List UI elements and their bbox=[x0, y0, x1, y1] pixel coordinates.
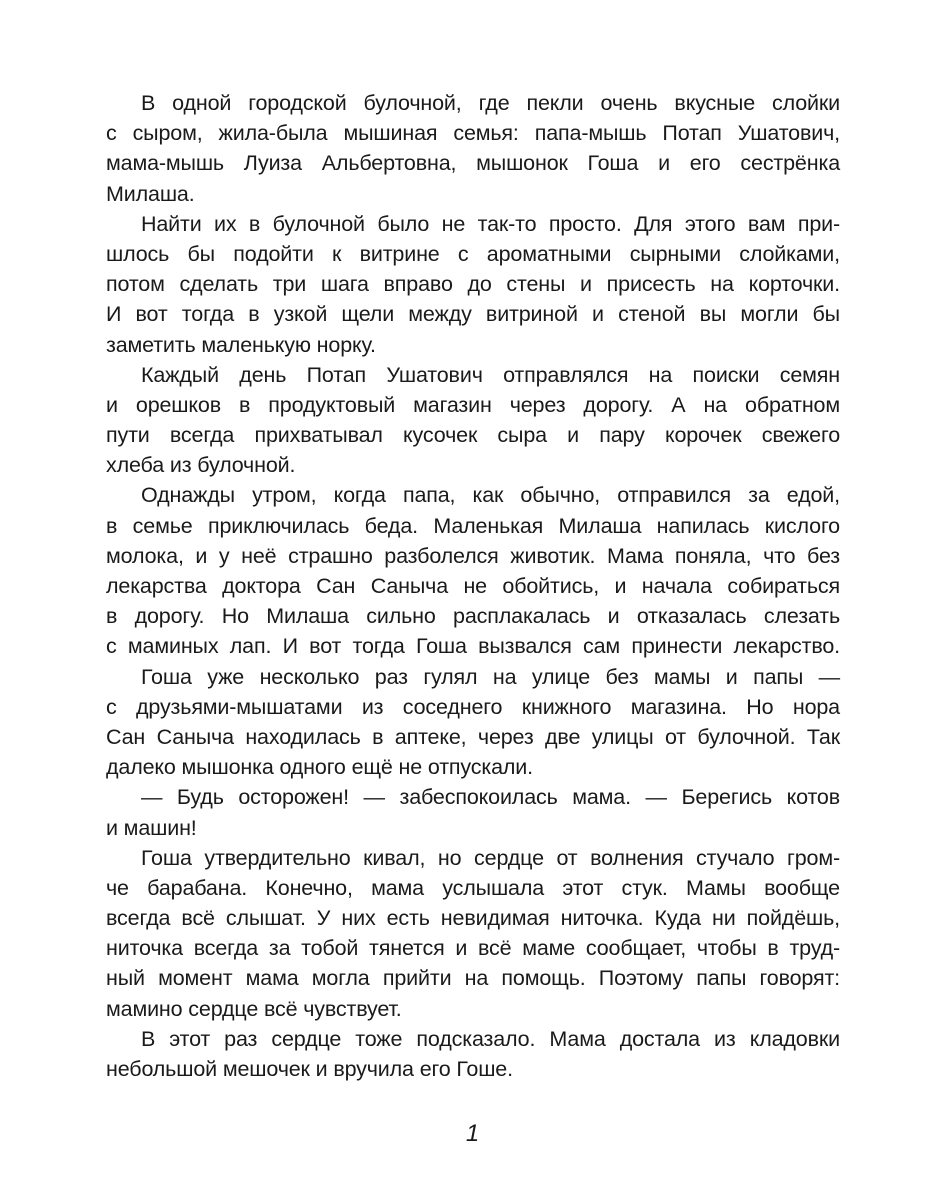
text-line: Каждый день Потап Ушатович отправлялся на поиски семян bbox=[141, 362, 840, 387]
text-line: и орешков в продуктовый магазин через дорогу. А на обратном bbox=[106, 392, 840, 417]
text-line: Однажды утром, когда папа, как обычно, отправился за едой, bbox=[141, 483, 840, 508]
text-line: хлеба из булочной. bbox=[106, 453, 296, 478]
paragraph-5 bbox=[106, 662, 840, 783]
page-number: 1 bbox=[465, 1120, 480, 1147]
text-line: и машин! bbox=[106, 815, 197, 840]
text-line: с сыром, жила-была мышиная семья: папа-мышь Потап Ушатович, bbox=[106, 121, 840, 146]
text-line: всегда всё слышат. У них есть невидимая ниточка. Куда ни пойдёшь, bbox=[106, 906, 840, 931]
text-line: мама-мышь Луиза Альбертовна, мышонок Гоша и его сестрёнка bbox=[106, 151, 840, 176]
text-line: че барабана. Конечно, мама услышала этот стук. Мамы вообще bbox=[106, 875, 840, 900]
text-line: пути всегда прихватывал кусочек сыра и пару корочек свежего bbox=[106, 423, 840, 448]
paragraph-2 bbox=[106, 209, 840, 360]
text-line: в семье приключилась беда. Маленькая Милаша напилась кислого bbox=[106, 513, 840, 538]
text-line: Гоша уже несколько раз гулял на улице без мамы и папы — bbox=[141, 664, 840, 689]
text-line: Милаша. bbox=[106, 181, 195, 206]
text-line: Гоша утвердительно кивал, но сердце от волнения стучало гром- bbox=[141, 845, 840, 870]
paragraph-3 bbox=[106, 360, 840, 481]
text-line: с маминых лап. И вот тогда Гоша вызвался сам принести лекарство. bbox=[106, 634, 840, 659]
text-line: Найти их в булочной было не так-то просто. Для этого вам при- bbox=[141, 211, 840, 236]
text-line: И вот тогда в узкой щели между витриной и стеной вы могли бы bbox=[106, 302, 840, 327]
page-body bbox=[106, 88, 840, 1084]
text-line: ный момент мама могла прийти на помощь. Поэтому папы говорят: bbox=[106, 966, 840, 991]
paragraph-1 bbox=[106, 88, 840, 209]
text-line: небольшой мешочек и вручила его Гоше. bbox=[106, 1057, 513, 1081]
text-line: далеко мышонка одного ещё не отпускали. bbox=[106, 755, 533, 780]
text-line: лекарства доктора Сан Саныча не обойтись, и начала собираться bbox=[106, 574, 840, 598]
text-line: потом сделать три шага вправо до стены и присесть на корточки. bbox=[106, 272, 840, 297]
text-line: заметить маленькую норку. bbox=[106, 332, 376, 357]
paragraph-8 bbox=[106, 1024, 840, 1084]
text-line: шлось бы подойти к витрине с ароматными сырными слойками, bbox=[106, 241, 840, 266]
text-line: с друзьями-мышатами из соседнего книжного магазина. Но нора bbox=[106, 694, 840, 719]
text-line: В одной городской булочной, где пекли очень вкусные слойки bbox=[141, 91, 840, 115]
text-line: мамино сердце всё чувствует. bbox=[106, 996, 402, 1021]
text-line: В этот раз сердце тоже подсказало. Мама достала из кладовки bbox=[141, 1026, 840, 1051]
paragraph-4 bbox=[106, 480, 840, 661]
text-line: в дорогу. Но Милаша сильно расплакалась и отказалась слезать bbox=[106, 604, 840, 629]
text-line: молока, и у неё страшно разболелся животик. Мама поняла, что без bbox=[106, 543, 840, 568]
text-line: Сан Саныча находилась в аптеке, через две улицы от булочной. Так bbox=[106, 724, 840, 749]
paragraph-6-dialogue bbox=[106, 782, 840, 842]
text-line: ниточка всегда за тобой тянется и всё маме сообщает, чтобы в труд- bbox=[106, 936, 840, 961]
text-line: — Будь осторожен! — забеспокоилась мама. — Берегись котов bbox=[141, 785, 840, 810]
paragraph-7 bbox=[106, 843, 840, 1024]
